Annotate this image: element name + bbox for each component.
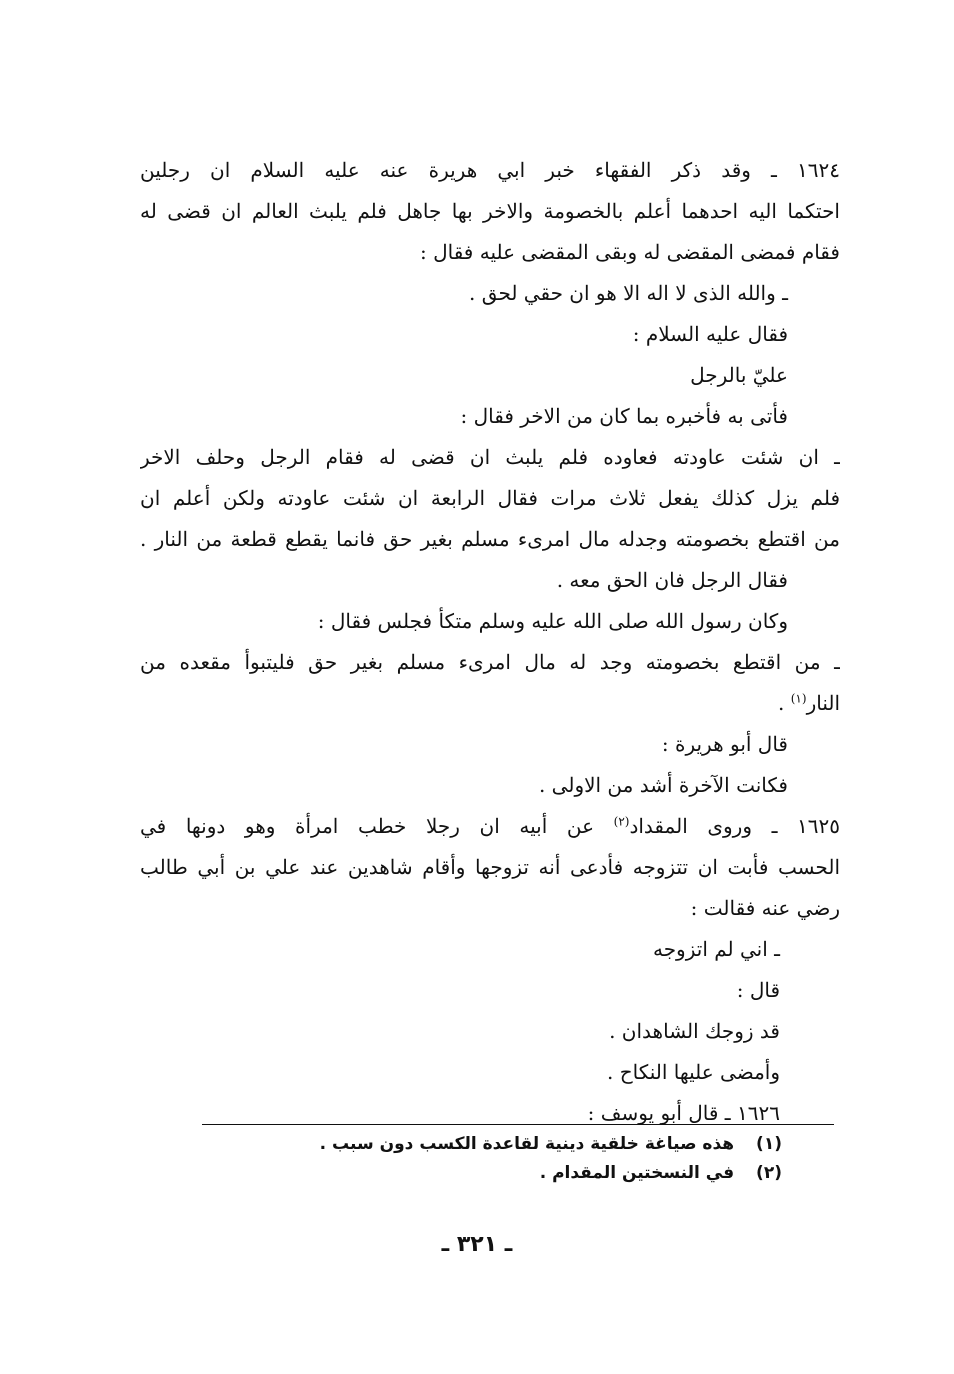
line-text: ١٦٢٥ ـ وروى المقداد bbox=[629, 814, 840, 838]
text-line: قال : bbox=[736, 978, 780, 1002]
text-line: فكانت الآخرة أشد من الاولى . bbox=[538, 773, 788, 797]
footnote bbox=[200, 1130, 782, 1159]
footnote-number: (١) bbox=[756, 1134, 782, 1154]
text-line: فلم يزل كذلك يفعل ثلاث مرات فقال الرابعة ان شئت عاودته ولكن أعلم ان bbox=[140, 486, 840, 510]
text-line: ١٦٢٤ ـ وقد ذكر الفقهاء خبر ابي هريرة عنه عليه السلام ان رجلين bbox=[140, 158, 840, 182]
text-line: احتكما اليه احدهما أعلم بالخصومة والاخر بها جاهل فلم يلبث العالم ان قضى له bbox=[140, 199, 840, 223]
text-line: الحسب فأبت ان تتزوجه فأدعى أنه تزوجها وأقام شاهدين عند علي بن أبي طالب bbox=[140, 855, 840, 879]
text-line: فقام فمضى المقضى له وبقى المقضى عليه فقال : bbox=[419, 240, 840, 264]
text-line: ـ من اقتطع بخصومته وجد له مال امرىء مسلم بغير حق فليتبوأ مقعده من bbox=[140, 650, 840, 674]
text-line bbox=[140, 806, 840, 847]
footnote bbox=[200, 1159, 782, 1188]
text-line: فقال الرجل فان الحق معه . bbox=[556, 568, 788, 592]
page-number: ـ ٣٢١ ـ bbox=[441, 1232, 513, 1257]
main-text bbox=[140, 150, 840, 1134]
text-line bbox=[140, 683, 840, 724]
footnote-ref: (٢) bbox=[613, 814, 630, 829]
footnotes bbox=[200, 1130, 782, 1188]
line-text: النار bbox=[806, 691, 840, 715]
text-line: رضي عنه فقالت : bbox=[690, 896, 840, 920]
line-end-dot: . bbox=[778, 691, 785, 715]
text-line: قال أبو هريرة : bbox=[661, 732, 788, 756]
footnote-text: هذه صياغة خلقية دينية لقاعدة الكسب دون سبب . bbox=[319, 1134, 735, 1154]
text-line: فأتى به فأخبره بما كان من الاخر فقال : bbox=[460, 404, 788, 428]
text-line: فقال عليه السلام : bbox=[632, 322, 788, 346]
footnote-text: في النسختين المقدام . bbox=[539, 1163, 735, 1183]
text-line: عليّ بالرجل bbox=[690, 363, 788, 387]
text-line: ـ والله الذى لا اله الا هو ان حقي لحق . bbox=[469, 281, 788, 305]
footnote-divider bbox=[202, 1124, 834, 1125]
text-line: وكان رسول الله صلى الله عليه وسلم متكأ فجلس فقال : bbox=[317, 609, 788, 633]
footnote-number: (٢) bbox=[756, 1163, 782, 1183]
text-line: وأمضى عليها النكاح . bbox=[606, 1060, 780, 1084]
footnote-ref: (١) bbox=[790, 691, 807, 706]
text-line: ـ ان شئت عاودته فعاوده فلم يلبث ان قضى له فقام الرجل وحلف الاخر bbox=[140, 445, 840, 469]
text-line: ١٦٢٦ ـ قال أبو يوسف : bbox=[587, 1101, 780, 1125]
text-line: قد زوجك الشاهدان . bbox=[609, 1019, 780, 1043]
text-line: ـ اني لم اتزوجه bbox=[652, 937, 780, 961]
line-text: عن أبيه ان رجلا خطب امرأة وهو دونها في bbox=[140, 814, 595, 838]
text-line: من اقتطع بخصومته وجدله مال امرىء مسلم بغير حق فانما يقطع قطعة من النار . bbox=[140, 527, 840, 551]
